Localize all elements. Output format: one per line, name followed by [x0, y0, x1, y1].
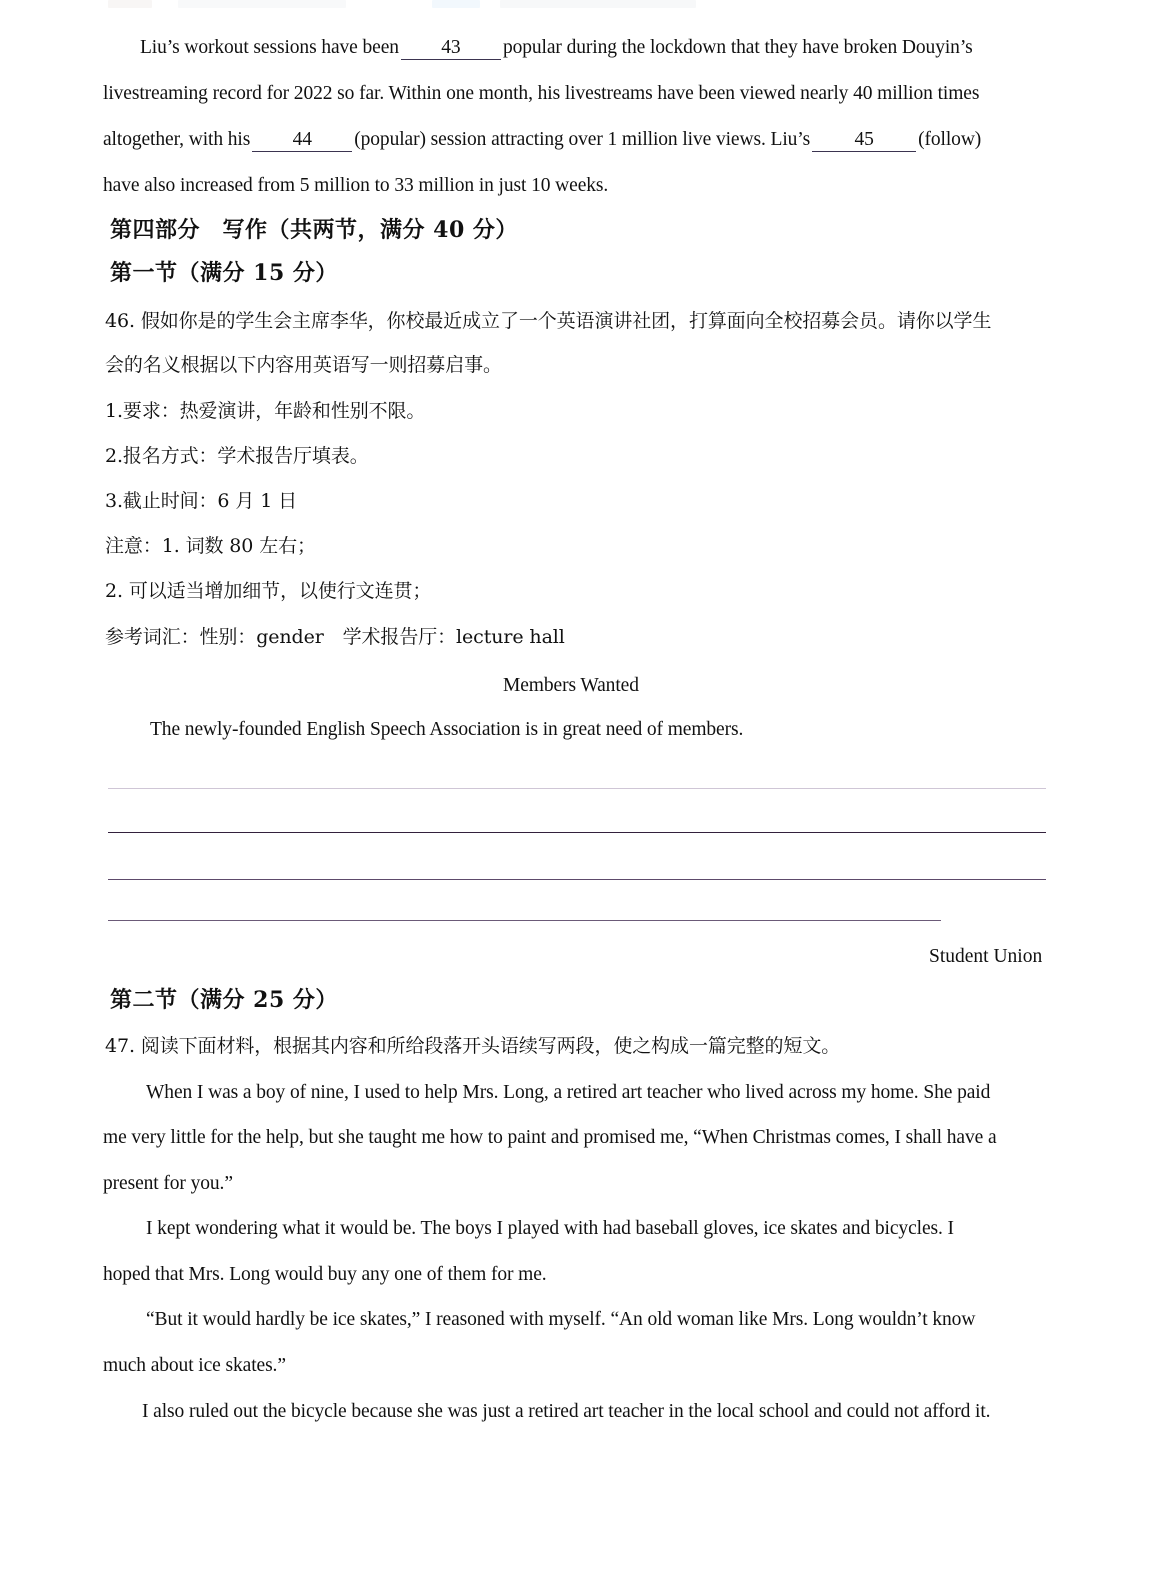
cloze-line-1 [140, 38, 973, 60]
section-one-heading: 第一节（满分 15 分） [110, 260, 338, 286]
cropped-chip-3 [432, 0, 480, 8]
page-top-cropped-strip [0, 0, 1170, 10]
cloze-seg-2: popular during the lockdown that they have broken Douyin’s [502, 37, 973, 58]
passage-line-2: me very little for the help, but she taught me how to paint and promised me, “When Christmas comes, I shall have a [103, 1127, 997, 1148]
passage-line-1: When I was a boy of nine, I used to help Mrs. Long, a retired art teacher who lived across my home. She paid [146, 1082, 991, 1103]
cropped-chip-4 [500, 0, 696, 8]
cloze-seg-5: (follow) [918, 129, 982, 150]
reference-vocabulary: 参考词汇：性别：gender 学术报告厅：lecture hall [105, 626, 565, 648]
cloze-line-2: livestreaming record for 2022 so far. Within one month, his livestreams have been viewed nearly 40 million times [103, 83, 980, 104]
requirement-note-1: 注意：1. 词数 80 左右； [105, 535, 316, 557]
section-two-heading: 第二节（满分 25 分） [110, 987, 338, 1013]
blank-45[interactable]: 45 [812, 130, 916, 152]
prompt-46-line-1: 46. 假如你是的学生会主席李华，你校最近成立了一个英语演讲社团，打算面向全校招募会员。请你以学生 [105, 310, 992, 332]
signature-student-union: Student Union [929, 946, 1043, 967]
cloze-seg-1: Liu’s workout sessions have been [140, 37, 399, 58]
cloze-seg-3: altogether, with his [103, 129, 251, 150]
writing-rule-2 [108, 832, 1046, 833]
requirement-note-2: 2. 可以适当增加细节，以使行文连贯； [105, 580, 432, 602]
cloze-seg-4: (popular) session attracting over 1 million live views. Liu’s [354, 129, 811, 150]
passage-line-8: I also ruled out the bicycle because she was just a retired art teacher in the local school and could not afford it. [142, 1401, 991, 1422]
part-four-heading: 第四部分 写作（共两节，满分 40 分） [110, 217, 518, 243]
writing-rule-4 [108, 920, 941, 921]
prompt-47: 47. 阅读下面材料，根据其内容和所给段落开头语续写两段，使之构成一篇完整的短文。 [105, 1035, 841, 1057]
prompt-46-line-2: 会的名义根据以下内容用英语写一则招募启事。 [105, 354, 502, 376]
writing-rule-1 [108, 788, 1046, 789]
passage-line-3: present for you.” [103, 1173, 233, 1194]
composition-opening-line: The newly-founded English Speech Association is in great need of members. [150, 719, 744, 740]
requirement-item-1: 1.要求：热爱演讲，年龄和性别不限。 [105, 400, 426, 422]
writing-rule-3 [108, 879, 1046, 880]
passage-line-5: hoped that Mrs. Long would buy any one of them for me. [103, 1264, 547, 1285]
cropped-chip-1 [108, 0, 152, 8]
passage-line-6: “But it would hardly be ice skates,” I reasoned with myself. “An old woman like Mrs. Long wouldn’t know [146, 1309, 976, 1330]
requirement-item-2: 2.报名方式：学术报告厅填表。 [105, 445, 369, 467]
blank-43[interactable]: 43 [401, 38, 501, 60]
passage-line-7: much about ice skates.” [103, 1355, 286, 1376]
requirement-item-3: 3.截止时间：6 月 1 日 [105, 490, 298, 512]
blank-44[interactable]: 44 [252, 130, 352, 152]
passage-line-4: I kept wondering what it would be. The boys I played with had baseball gloves, ice skates and bicycles. I [146, 1218, 954, 1239]
composition-title: Members Wanted [503, 675, 639, 696]
cropped-chip-2 [178, 0, 346, 8]
cloze-line-4: have also increased from 5 million to 33 million in just 10 weeks. [103, 175, 609, 196]
cloze-line-3 [103, 130, 981, 152]
